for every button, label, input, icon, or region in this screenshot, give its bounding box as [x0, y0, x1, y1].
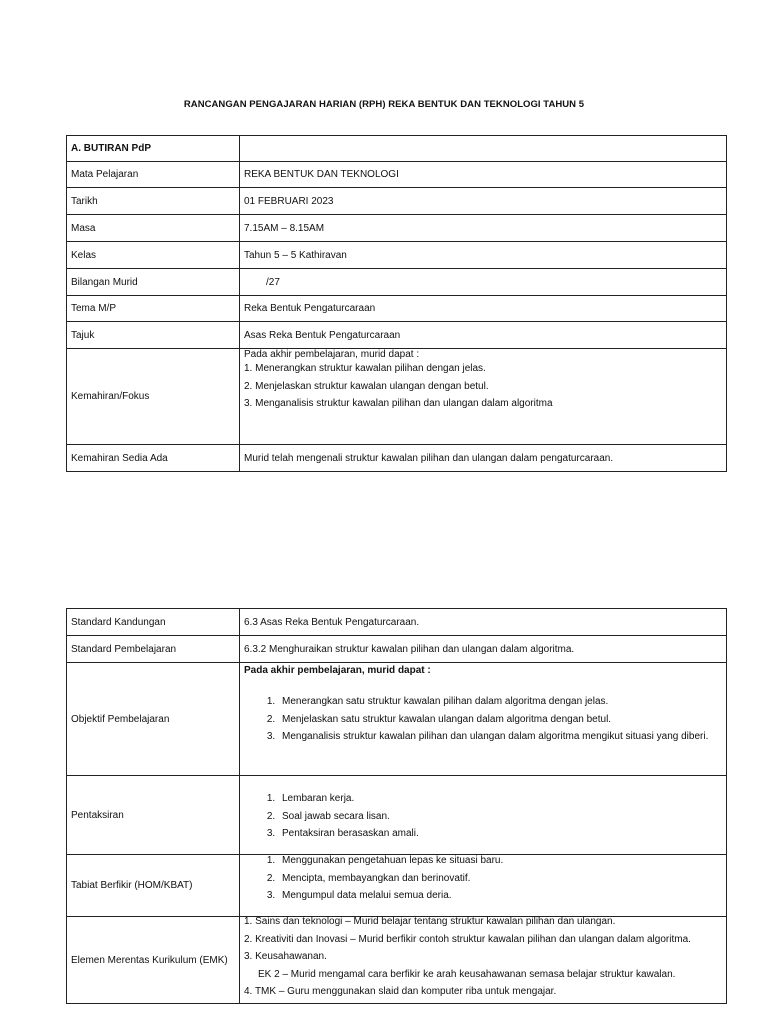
table-row [67, 322, 727, 349]
pentaksiran-cell [240, 776, 727, 855]
document-title: RANCANGAN PENGAJARAN HARIAN (RPH) REKA BENTUK DAN TEKNOLOGI TAHUN 5 [183, 99, 585, 110]
table-row [67, 855, 727, 917]
list-item: 3. Pentaksiran berasaskan amali. [278, 825, 722, 843]
emk-line: 2. Kreativiti dan Inovasi – Murid berfikir contoh struktur kawalan pilihan dan ulangan dalam algoritma. [244, 933, 691, 945]
row-label: Objektif Pembelajaran [67, 663, 240, 776]
kemahiran-line: 1. Menerangkan struktur kawalan pilihan dengan jelas. [244, 363, 486, 374]
row-value: REKA BENTUK DAN TEKNOLOGI [240, 162, 727, 188]
list-item: 2. Mencipta, membayangkan dan berinovatif. [278, 870, 722, 888]
list-item: 1. Lembaran kerja. [278, 790, 722, 808]
row-label: Kelas [67, 242, 240, 269]
emk-line: 3. Keusahawanan. [244, 951, 327, 962]
standard-table [66, 608, 727, 1004]
row-label: Standard Pembelajaran [67, 636, 240, 663]
row-label: Tarikh [67, 188, 240, 215]
table-row [67, 215, 727, 242]
list-item: 3. Mengumpul data melalui semua deria. [278, 887, 722, 905]
row-value: 7.15AM – 8.15AM [240, 215, 727, 242]
emk-cell [240, 917, 727, 1004]
table-row [67, 917, 727, 1004]
table-row [67, 242, 727, 269]
emk-line: 4. TMK – Guru menggunakan slaid dan komputer riba untuk mengajar. [244, 986, 557, 997]
row-value: 6.3 Asas Reka Bentuk Pengaturcaraan. [240, 609, 727, 636]
row-value: 01 FEBRUARI 2023 [240, 188, 727, 215]
table-row [67, 349, 727, 445]
empty-cell [240, 136, 727, 162]
row-value: Murid telah mengenali struktur kawalan pilihan dan ulangan dalam pengaturcaraan. [240, 445, 727, 472]
table-row [67, 445, 727, 472]
section-header: A. BUTIRAN PdP [67, 136, 240, 162]
row-label: Kemahiran/Fokus [67, 349, 240, 445]
row-label: Tabiat Berfikir (HOM/KBAT) [67, 855, 240, 917]
row-value: 6.3.2 Menghuraikan struktur kawalan pilihan dan ulangan dalam algoritma. [240, 636, 727, 663]
row-label: Mata Pelajaran [67, 162, 240, 188]
list-item: 1. Menggunakan pengetahuan lepas ke situasi baru. [278, 852, 722, 870]
table-row [67, 269, 727, 296]
table-row [67, 188, 727, 215]
row-label: Pentaksiran [67, 776, 240, 855]
table-row [67, 776, 727, 855]
kemahiran-intro: Pada akhir pembelajaran, murid dapat : [244, 349, 420, 360]
table-row [67, 162, 727, 188]
table-row [67, 609, 727, 636]
list-item: 1. Menerangkan satu struktur kawalan pilihan dalam algoritma dengan jelas. [278, 693, 722, 711]
row-label: Standard Kandungan [67, 609, 240, 636]
tabiat-cell [240, 855, 727, 917]
list-item: 2. Soal jawab secara lisan. [278, 808, 722, 826]
objektif-cell [240, 663, 727, 776]
row-label: Elemen Merentas Kurikulum (EMK) [67, 917, 240, 1004]
table-row [67, 136, 727, 162]
emk-line: 1. Sains dan teknologi – Murid belajar tentang struktur kawalan pilihan dan ulangan. [244, 916, 616, 927]
row-label: Tajuk [67, 322, 240, 349]
table-row [67, 636, 727, 663]
kemahiran-line: 3. Menganalisis struktur kawalan pilihan dan ulangan dalam algoritma [244, 398, 553, 409]
list-item: 3. Menganalisis struktur kawalan pilihan dan ulangan dalam algoritma mengikut situasi yang diberi. [278, 728, 722, 746]
row-label: Tema M/P [67, 296, 240, 322]
emk-line: EK 2 – Murid mengamal cara berfikir ke arah keusahawanan semasa belajar struktur kawalan. [258, 968, 676, 980]
kemahiran-fokus-cell [240, 349, 727, 445]
row-value: /27 [240, 269, 727, 296]
list-item: 2. Menjelaskan satu struktur kawalan ulangan dalam algoritma dengan betul. [278, 711, 722, 729]
row-value: Asas Reka Bentuk Pengaturcaraan [240, 322, 727, 349]
kemahiran-line: 2. Menjelaskan struktur kawalan ulangan dengan betul. [244, 380, 489, 392]
butiran-pdp-table [66, 135, 727, 472]
row-label: Bilangan Murid [67, 269, 240, 296]
row-label: Masa [67, 215, 240, 242]
row-value: Reka Bentuk Pengaturcaraan [240, 296, 727, 322]
row-label: Kemahiran Sedia Ada [67, 445, 240, 472]
table-row [67, 663, 727, 776]
objektif-intro: Pada akhir pembelajaran, murid dapat : [244, 665, 431, 676]
table-row [67, 296, 727, 322]
row-value: Tahun 5 – 5 Kathiravan [240, 242, 727, 269]
